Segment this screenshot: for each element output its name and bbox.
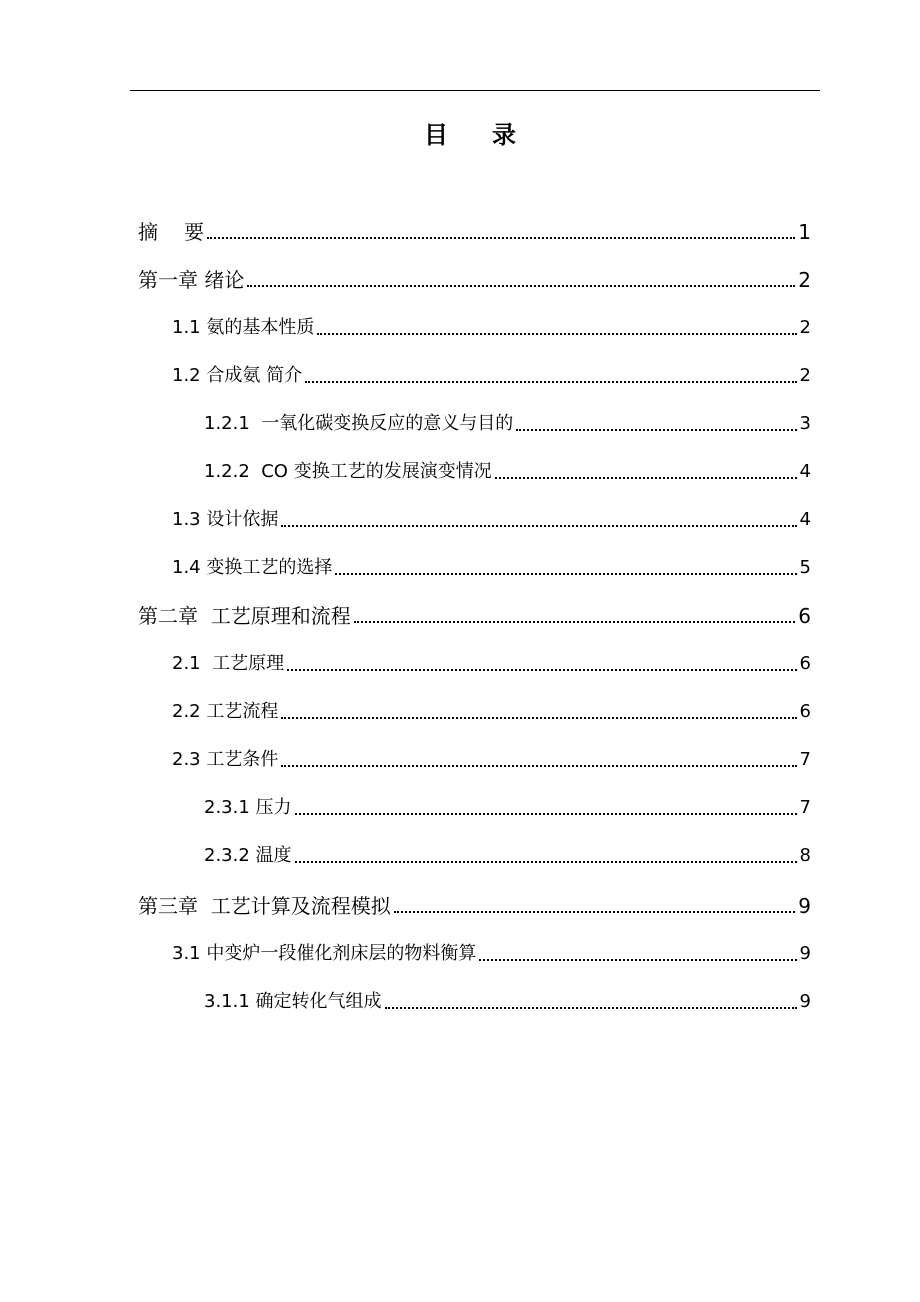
dot-leader (516, 429, 796, 431)
dot-leader (479, 959, 796, 961)
toc-entry-label: 1.3 设计依据 (172, 509, 279, 530)
dot-leader (335, 573, 796, 575)
toc-entry-label: 3.1.1 确定转化气组成 (204, 991, 382, 1012)
dot-leader (287, 669, 796, 671)
toc-entry-chapter-3[interactable] (138, 888, 811, 920)
toc-entry-2-3-1[interactable] (204, 790, 811, 822)
toc-title-right: 录 (492, 121, 516, 149)
toc-entry-page: 7 (799, 749, 811, 770)
toc-entry-chapter-2[interactable] (138, 598, 811, 630)
toc-entry-page: 5 (799, 557, 811, 578)
toc-entry-page: 6 (799, 653, 811, 674)
toc-entry-page: 9 (798, 894, 811, 918)
dot-leader (281, 717, 796, 719)
toc-entry-label: 3.1 中变炉一段催化剂床层的物料衡算 (172, 943, 477, 964)
toc-entry-page: 9 (799, 991, 811, 1012)
toc-entry-page: 4 (799, 509, 811, 530)
toc-entry-page: 6 (799, 701, 811, 722)
dot-leader (385, 1007, 797, 1009)
toc-entry-1-2-2[interactable] (204, 454, 811, 486)
dot-leader (495, 477, 797, 479)
toc-entry-label: 摘 要 (138, 220, 204, 244)
dot-leader (281, 765, 796, 767)
toc-entry-page: 2 (798, 268, 811, 292)
toc-entry-2-2[interactable] (172, 694, 811, 726)
toc-entry-label: 第一章 绪论 (138, 268, 245, 292)
dot-leader (295, 813, 797, 815)
toc-entry-page: 7 (799, 797, 811, 818)
toc-entry-2-1[interactable] (172, 646, 811, 678)
dot-leader (394, 911, 796, 913)
dot-leader (317, 333, 796, 335)
toc-entry-page: 1 (798, 220, 811, 244)
toc-entry-label: 2.2 工艺流程 (172, 701, 279, 722)
toc-entry-page: 8 (799, 845, 811, 866)
toc-entry-page: 4 (799, 461, 811, 482)
toc-entry-2-3[interactable] (172, 742, 811, 774)
toc-entry-abstract[interactable] (138, 214, 811, 246)
toc-entry-chapter-1[interactable] (138, 262, 811, 294)
toc-entry-page: 2 (799, 317, 811, 338)
toc-entry-page: 9 (799, 943, 811, 964)
dot-leader (247, 285, 795, 287)
toc-entry-1-3[interactable] (172, 502, 811, 534)
toc-entry-1-4[interactable] (172, 550, 811, 582)
toc-entry-label: 1.2.1 一氧化碳变换反应的意义与目的 (204, 413, 514, 434)
toc-entry-1-2-1[interactable] (204, 406, 811, 438)
toc-entry-3-1[interactable] (172, 936, 811, 968)
toc-entry-label: 2.3.2 温度 (204, 845, 292, 866)
dot-leader (281, 525, 796, 527)
toc-title-left: 目 (424, 121, 448, 149)
toc-entry-label: 2.3.1 压力 (204, 797, 292, 818)
dot-leader (295, 861, 797, 863)
toc-entry-1-2[interactable] (172, 358, 811, 390)
toc-entry-page: 2 (799, 365, 811, 386)
toc-entry-page: 6 (798, 604, 811, 628)
toc-entry-label: 1.1 氨的基本性质 (172, 317, 315, 338)
toc-entry-label: 1.2 合成氨 简介 (172, 365, 303, 386)
toc-entry-2-3-2[interactable] (204, 838, 811, 870)
toc-entry-label: 第三章 工艺计算及流程模拟 (138, 894, 391, 918)
dot-leader (354, 621, 796, 623)
toc-entry-label: 2.3 工艺条件 (172, 749, 279, 770)
toc-entry-label: 第二章 工艺原理和流程 (138, 604, 351, 628)
dot-leader (207, 237, 795, 239)
toc-entry-3-1-1[interactable] (204, 984, 811, 1016)
toc-entry-1-1[interactable] (172, 310, 811, 342)
toc-entry-page: 3 (799, 413, 811, 434)
dot-leader (305, 381, 796, 383)
toc-entry-label: 1.2.2 CO 变换工艺的发展演变情况 (204, 461, 492, 482)
toc-entry-label: 2.1 工艺原理 (172, 653, 285, 674)
toc-entry-label: 1.4 变换工艺的选择 (172, 557, 333, 578)
